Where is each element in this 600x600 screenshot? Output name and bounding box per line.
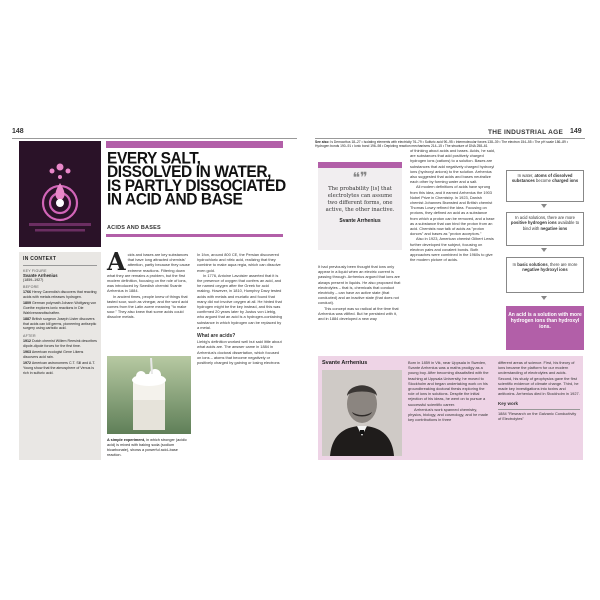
body-column-3 — [318, 264, 404, 321]
bio-column-1 — [408, 360, 492, 422]
photo-caption — [107, 438, 191, 458]
in-context-heading: IN CONTEXT — [23, 256, 57, 262]
header-rule-left — [12, 138, 297, 139]
before-year: 1887 — [23, 317, 31, 322]
quote-accent-bar — [318, 162, 402, 168]
key-work-text: 1884 "Research on the Galvanic Conductivity of Electrolytes" — [498, 411, 577, 422]
page-title: EVERY SALT, DISSOLVED IN WATER, IS PARTLY DISSOCIATED IN ACID AND BASE — [107, 149, 286, 209]
flow-conclusion: An acid is a solution with more hydrogen ions than hydroxyl ions. — [506, 306, 584, 350]
biography-box — [318, 356, 583, 460]
arrhenius-portrait — [322, 370, 402, 456]
key-work-divider — [498, 409, 580, 410]
key-figure-dates: (1859–1927) — [23, 277, 44, 282]
flow-arrow-3-icon — [541, 296, 547, 300]
col1-para2: In ancient times, people knew of things that tasted sour, such as vinegar, and the word acid comes from the Latin acere meaning "to make sour." They also knew that some acids could dissolve metals. — [107, 293, 189, 320]
col4-para3: Also in 1923, American chemist Gilbert Lewis further developed the subject, focusing on electron pairs and covalent bonds. Both approaches were combined in the 1960s to give the modern picture of acids. — [410, 236, 494, 263]
header-rule-right — [315, 138, 585, 139]
before-entry — [23, 290, 97, 299]
after-entry — [23, 339, 97, 348]
col2-para2: In 1776, Antoine Lavoisier asserted that it is the presence of oxygen that confers an acid, and he named oxygen after the Greek for acid making. However, in 1810, Humphry Davy tested acids with metals and muriatic and found that many did not involve oxygen at all. He hinted that hydrogen might be the key instead, and this was confirmed 20 years later by Justus von Liebig, who argued that an acid is a hydrogen-containing substance in which hydrogen can be replaced by a metal. — [197, 272, 283, 330]
portrait-image — [322, 370, 402, 456]
col3-para2: This concept was so radical at the time that Arrhenius was vilified. But he persisted with it, and in 1884 developed a new way — [318, 305, 399, 322]
section-heading-acids: What are acids? — [197, 333, 236, 340]
body-column-4 — [410, 148, 496, 262]
before-entry — [23, 317, 97, 331]
flow-arrow-2-icon — [541, 248, 547, 252]
chapter-header: THE INDUSTRIAL AGE — [488, 129, 564, 136]
flow2-post: available to bind with — [522, 220, 580, 231]
before-year: 1766 — [23, 290, 31, 295]
drop-cap: A — [107, 247, 126, 276]
flow1-pre: In water, — [517, 173, 535, 178]
quote-mark-icon: ❝❞ — [352, 170, 368, 186]
fizzing-glass-image — [107, 356, 191, 434]
after-text: American ecologist Gene Likens discovers acid rain. — [23, 350, 84, 359]
after-year: 1912 — [23, 338, 31, 343]
bio-col1-para2: Arrhenius's work spanned chemistry, physics, biology, and cosmology, and he made key contributions in three — [408, 406, 489, 423]
before-label: BEFORE — [23, 285, 39, 290]
after-text: American astronomers C.T. Sill and A.T. Young show that the atmosphere of Venus is rich in sulfuric acid. — [23, 361, 96, 375]
quote-author: Svante Arrhenius — [339, 218, 381, 224]
flow-arrow-1-icon — [541, 204, 547, 208]
see-also-label: See also: — [315, 140, 330, 144]
experiment-photo — [107, 356, 191, 434]
before-entry — [23, 301, 97, 315]
after-year: 1972 — [23, 361, 31, 366]
before-text: Henry Cavendish discovers that reacting acids with metals releases hydrogen. — [23, 290, 97, 299]
flow3-bold: basic solutions — [517, 262, 548, 267]
after-text: Dutch chemist Willem Reesink describes dipole-dipole forces for the first time. — [23, 338, 97, 348]
before-text: British surgeon Joseph Lister discovers that acids can kill germs, pioneering antiseptic surgery using carbolic acid. — [23, 317, 97, 331]
flow-step-2 — [506, 212, 584, 246]
context-divider — [23, 265, 97, 266]
after-entry — [23, 361, 97, 375]
bio-col2-para: different areas of science. First, his theory of ions became the platform for our modern understanding of electrolytes and acids. Second, his study of geophysics gave the first scientific evidence of climate change. Third, he made key investigations into toxins and antitoxins. Arrhenius died in Stockholm in 1927. — [498, 360, 580, 397]
flow2-pre: In acid solutions, there are more — [515, 215, 575, 220]
after-label: AFTER — [23, 333, 36, 338]
bio-title: Svante Arrhenius — [322, 360, 368, 366]
flow3-pre: In — [512, 262, 518, 267]
flow-step-1 — [506, 170, 584, 202]
see-also-list: Is Democritus 18–27 • Isolating elements with electricity 76–79 • Sulfuric acid 90–95 • Intermolecular forces 138–39 • The electron 154–55 • The pH scale 186–89 • Hydrogen bonds 190–91 • Ionic bond 196–98 • Depicting reaction mechanisms 214–15 • The structure of DNA 258–61 — [315, 140, 568, 149]
page-number-left: 148 — [12, 128, 24, 135]
col2-para1: In 1fon, around 800 CE, the Persian discovered hydrochloric and nitric acid, realizing that they combine to make aqua regia, which can dissolve even gold. — [197, 252, 281, 273]
col4-para1: of thinking about acids and bases. Acids, he said, are substances that add positively charged hydrogen ions (cations) to a solution. Bases are substances that add negatively charged hydroxyl ions (hydroxyl anions) to the solution. Arrhenius also suggested that acids and bases neutralize each other by forming water and a salt. — [410, 148, 496, 185]
title-accent-bar-bottom — [106, 234, 283, 237]
title-accent-bar — [106, 141, 283, 148]
bio-col1-para1: Born in 1859 in Vik, near Uppsala in Sweden, Svante Arrhenius was a maths prodigy as a young boy. After becoming dissatisfied with the teaching at Uppsala University, he moved to Stockholm and began undertaking work on his groundbreaking doctoral thesis exploring the role of ions in solutions. Despite the initial rejection of his ideas, he went on to pursue a successful scientific career. — [408, 360, 489, 407]
flow-step-3 — [506, 257, 584, 293]
page-subtitle: ACIDS AND BASES — [107, 225, 161, 231]
before-text: German polymath Johann Wolfgang von Goethe explores ionic reactions in Die Wahlverwandtschaften. — [23, 301, 97, 315]
quote-text: The probability [is] that electrolytes can assume two different forms, one active, the other inactive. — [325, 186, 395, 213]
flow2-bold: positive hydrogen ions — [510, 220, 557, 226]
flow3-post: , there are more — [547, 262, 578, 267]
body-column-1 — [107, 247, 191, 320]
after-entry — [23, 350, 97, 359]
acid-drop-icon — [19, 141, 101, 247]
caption-text: in which stronger (acidic acid) is mixed with baking soda (sodium bicarbonate), shows a powerful acid–base reaction. — [107, 438, 187, 457]
col2-para3: Liebig's definition worked well but said little about what acids are. The answer came in 1884 in Arrhenius's doctoral dissertation, which focused on ions – atoms that become negatively or positively charged by gaining or losing electrons — [197, 339, 282, 366]
key-figure-label: KEY FIGURE — [23, 268, 47, 273]
after-year: 1963 — [23, 350, 31, 355]
flow1-bold: atoms of dissolved substances — [511, 173, 573, 184]
flow3-bold2: negative hydroxyl ions — [522, 267, 568, 273]
key-figure-name: Svante Arrhenius — [23, 272, 58, 278]
flow2-bold2: negative ions — [540, 225, 568, 231]
flow1-post: become — [534, 178, 553, 184]
flow1-bold2: charged ions — [552, 178, 579, 184]
body-column-2 — [197, 252, 283, 365]
before-year: 1809 — [23, 301, 31, 306]
key-work-label: Key work — [498, 401, 519, 407]
caption-lead: A simple experiment, — [107, 438, 146, 442]
pull-quote — [318, 162, 402, 250]
col1-para1: cids and bases are key substances that have long attracted chemists' attention, partly because they cause extreme reactions. Filtering down what they are remains a problem, but the first modern definition, focusing on the role of ions, was introduced by Swedish chemist Svante Arrhenius in 1884. — [107, 252, 190, 294]
page-number-right: 149 — [570, 128, 582, 135]
bio-column-2 — [498, 360, 580, 422]
molecule-illustration — [19, 141, 101, 247]
col3-para1: It had previously been thought that ions only appear in a liquid when an electric current is passing through. Arrhenius argued that ions are always present in liquids. He also proposed that electrolytes – that is, chemicals that conduct electricity – can have an active state (that conducted) and an inactive state (that does not conduct). — [318, 264, 401, 306]
in-context-box — [19, 252, 101, 460]
col4-para2: All modern definitions of acids have sprung from this idea, and it earned Arrhenius the 1903 Nobel Prize in Chemistry. In 1923, Danish chemist Johannes Brønsted and British chemist Thomas Lowry refined the idea. Focusing on protons, they defined an acid as a substance from which a proton can be removed, and a base as a substance that can bind the proton from an acid. Chemists now talk of acids as "proton donors" and bases as "proton acceptors." — [410, 184, 495, 237]
